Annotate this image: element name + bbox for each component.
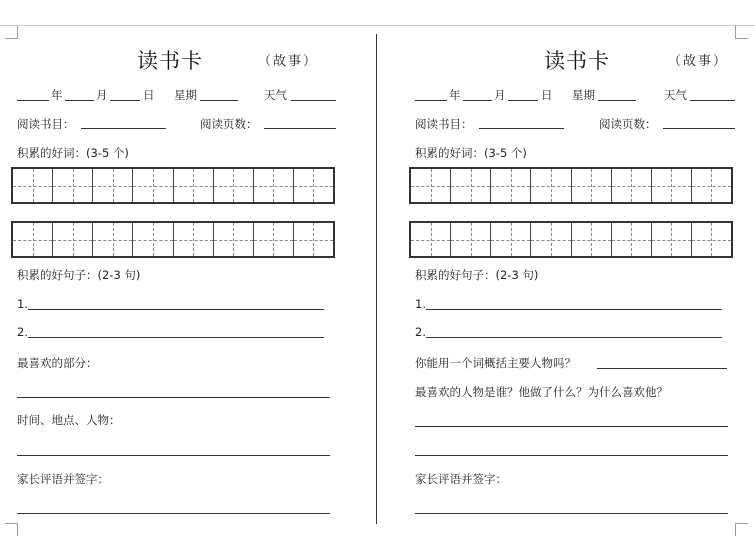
day-blank[interactable] <box>110 100 140 101</box>
column-divider <box>376 34 377 524</box>
sentence-2-label: 2. <box>17 325 28 339</box>
month-label: 月 <box>494 88 506 102</box>
card-title: 读书卡 <box>137 49 203 73</box>
word-grid-row-1[interactable] <box>11 167 335 204</box>
summary-word-blank[interactable] <box>597 368 727 369</box>
day-label: 日 <box>143 88 155 102</box>
sentence-2-label: 2. <box>415 325 426 339</box>
card-title: 读书卡 <box>544 49 610 73</box>
parent-comment-label: 家长评语并签字： <box>415 472 507 486</box>
sentence-1-label: 1. <box>415 297 426 311</box>
good-sentences-label: 积累的好句子：(2-3 句) <box>415 268 539 282</box>
favorite-character-question: 最喜欢的人物是谁？他做了什么？为什么喜欢他？ <box>415 385 668 399</box>
weekday-blank[interactable] <box>598 100 636 101</box>
weather-blank[interactable] <box>291 100 336 101</box>
card-genre-tag: （故事） <box>668 54 729 69</box>
pages-read-label: 阅读页数： <box>200 117 258 131</box>
sentence-1-blank[interactable] <box>426 309 722 310</box>
parent-comment-label: 家长评语并签字： <box>17 472 109 486</box>
weekday-label: 星期 <box>572 88 595 102</box>
summary-word-question: 你能用一个词概括主要人物吗？ <box>415 356 576 370</box>
month-blank[interactable] <box>65 100 94 101</box>
favorite-character-blank-1[interactable] <box>415 426 728 427</box>
day-label: 日 <box>541 88 553 102</box>
parent-comment-blank[interactable] <box>415 513 728 514</box>
book-title-blank[interactable] <box>81 128 166 129</box>
book-title-label: 阅读书目： <box>17 117 75 131</box>
weekday-blank[interactable] <box>200 100 238 101</box>
sentence-2-blank[interactable] <box>28 337 324 338</box>
month-blank[interactable] <box>463 100 492 101</box>
word-grid-row-1[interactable] <box>409 167 733 204</box>
weather-label: 天气 <box>264 88 287 102</box>
card-genre-tag: （故事） <box>258 54 319 69</box>
weekday-label: 星期 <box>174 88 197 102</box>
favorite-part-blank[interactable] <box>17 397 330 398</box>
weather-label: 天气 <box>664 88 687 102</box>
favorite-character-blank-2[interactable] <box>415 455 728 456</box>
good-words-label: 积累的好词：(3-5 个) <box>17 146 129 160</box>
pages-read-blank[interactable] <box>663 128 735 129</box>
sentence-2-blank[interactable] <box>426 337 722 338</box>
time-place-people-blank[interactable] <box>17 455 330 456</box>
word-grid-row-2[interactable] <box>409 221 733 258</box>
year-blank[interactable] <box>17 100 49 101</box>
reading-card-left <box>0 0 340 548</box>
sentence-1-label: 1. <box>17 297 28 311</box>
time-place-people-label: 时间、地点、人物： <box>17 413 121 427</box>
month-label: 月 <box>96 88 108 102</box>
sentence-1-blank[interactable] <box>28 309 324 310</box>
word-grid-row-2[interactable] <box>11 221 335 258</box>
good-words-label: 积累的好词：(3-5 个) <box>415 146 527 160</box>
year-label: 年 <box>449 88 461 102</box>
favorite-part-label: 最喜欢的部分： <box>17 356 98 370</box>
pages-read-blank[interactable] <box>264 128 336 129</box>
good-sentences-label: 积累的好句子：(2-3 句) <box>17 268 141 282</box>
reading-card-right <box>398 0 738 548</box>
weather-blank[interactable] <box>690 100 735 101</box>
day-blank[interactable] <box>508 100 538 101</box>
pages-read-label: 阅读页数： <box>599 117 657 131</box>
parent-comment-blank[interactable] <box>17 513 330 514</box>
book-title-blank[interactable] <box>479 128 564 129</box>
year-label: 年 <box>51 88 63 102</box>
book-title-label: 阅读书目： <box>415 117 473 131</box>
year-blank[interactable] <box>415 100 447 101</box>
